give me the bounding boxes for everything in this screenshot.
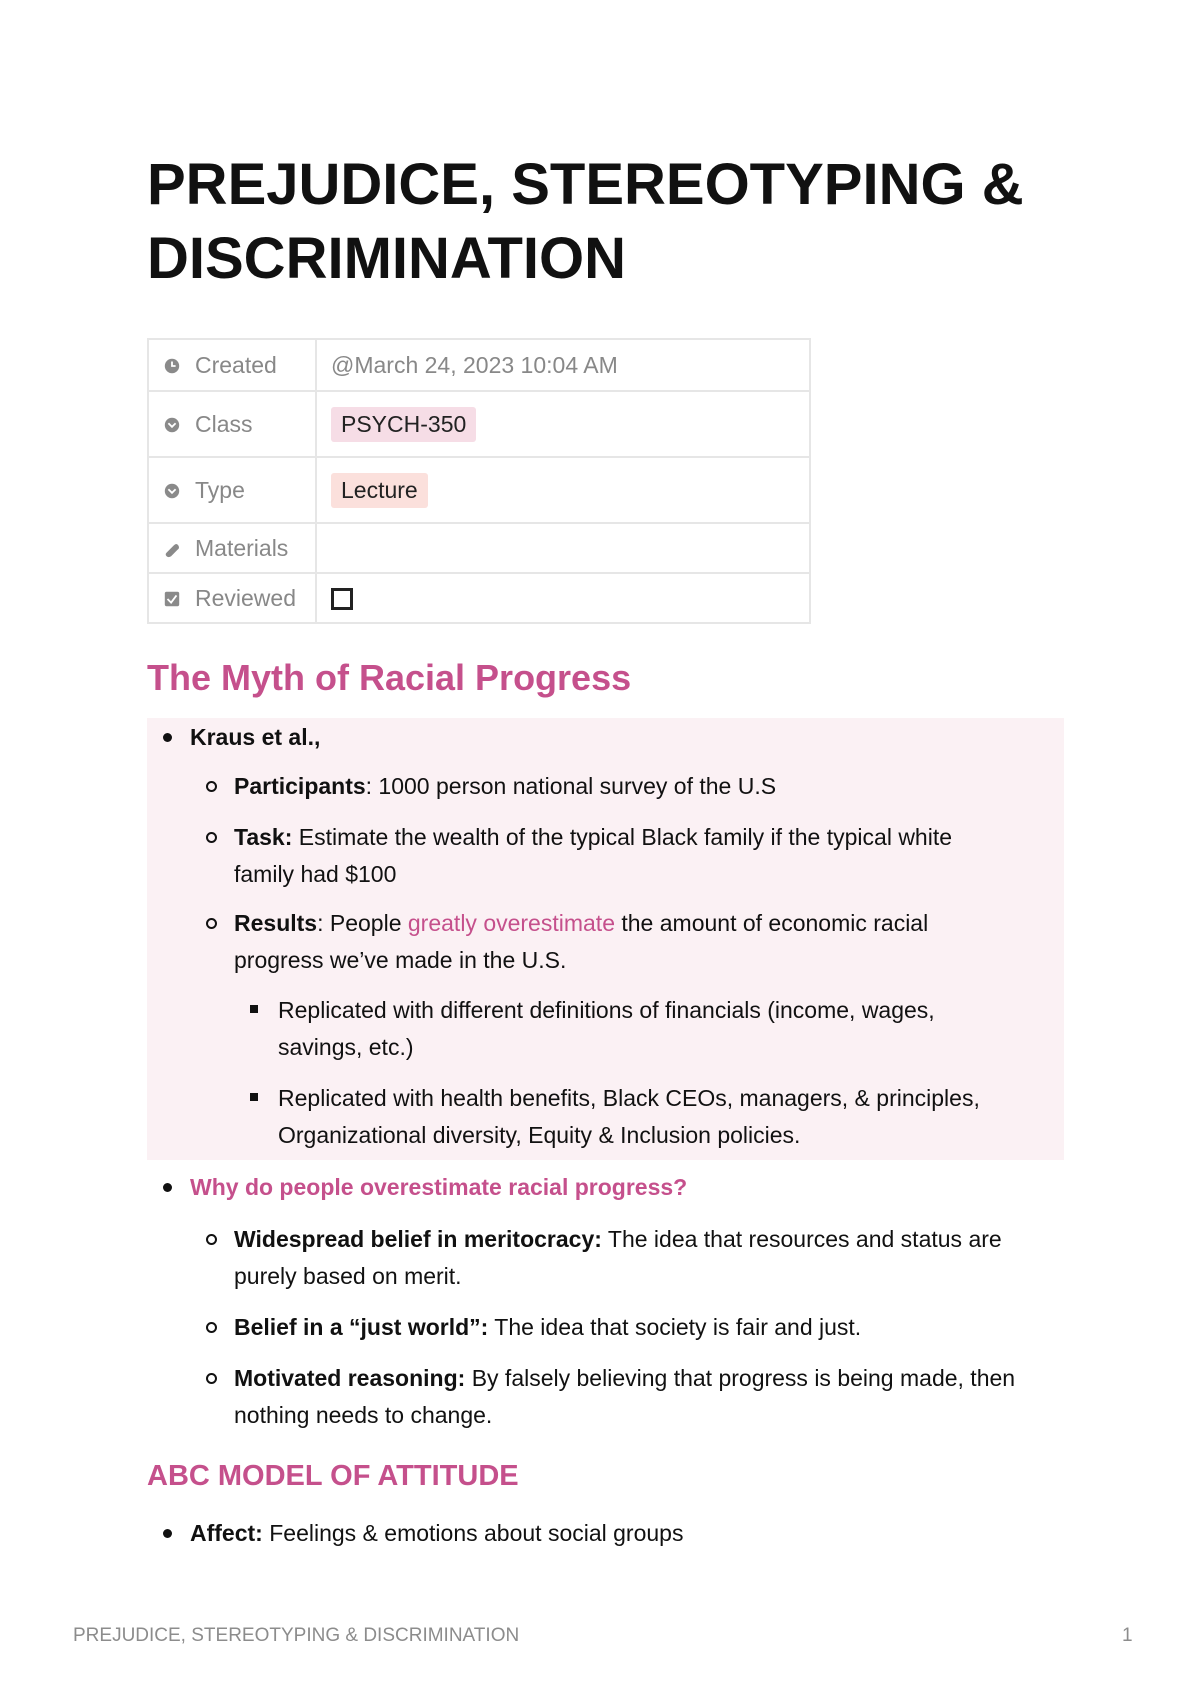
section-heading-racial-progress: The Myth of Racial Progress — [147, 657, 632, 698]
property-class — [148, 391, 810, 457]
bullet-circle — [206, 1373, 217, 1384]
clock-icon — [163, 357, 181, 375]
list-item-motivated-cont: nothing needs to change. — [234, 1402, 493, 1428]
property-created — [148, 339, 810, 391]
list-item-meritocracy: Widespread belief in meritocracy: The idea that resources and status are — [234, 1226, 1002, 1252]
properties-table — [147, 338, 811, 624]
bullet-circle — [206, 1322, 217, 1333]
class-label: Class — [195, 410, 253, 437]
highlight-text: greatly overestimate — [407, 910, 615, 936]
created-value: @March 24, 2023 10:04 AM — [316, 339, 810, 391]
list-item-participants: Participants: 1000 person national survey of the U.S — [234, 773, 777, 799]
list-item-replicated-2-cont: Organizational diversity, Equity & Inclusion policies. — [278, 1122, 801, 1148]
list-item-just-world: Belief in a “just world”: The idea that society is fair and just. — [234, 1314, 862, 1340]
reviewed-label: Reviewed — [195, 584, 296, 611]
list-item-replicated-1: Replicated with different definitions of financials (income, wages, — [278, 997, 935, 1023]
property-reviewed — [148, 573, 810, 623]
select-icon — [163, 482, 181, 500]
class-tag[interactable]: PSYCH-350 — [331, 407, 476, 442]
bullet-square — [250, 1005, 258, 1013]
materials-value[interactable] — [316, 523, 810, 573]
title-line-2: DISCRIMINATION — [147, 226, 627, 291]
checkbox-icon — [163, 590, 181, 608]
list-item-results: Results: People greatly overestimate the amount of economic racial — [234, 910, 929, 936]
materials-label: Materials — [195, 534, 289, 561]
attachment-icon — [163, 540, 181, 558]
created-label: Created — [195, 351, 277, 378]
footer-page-number: 1 — [1122, 1625, 1133, 1646]
property-type — [148, 457, 810, 523]
reviewed-checkbox[interactable] — [331, 588, 353, 610]
bullet-circle — [206, 832, 217, 843]
list-item-affect: Affect: Feelings & emotions about social groups — [190, 1520, 684, 1546]
list-item-replicated-1-cont: savings, etc.) — [278, 1034, 414, 1060]
list-item-kraus: Kraus et al., — [190, 724, 321, 750]
bullet-square — [250, 1093, 258, 1101]
list-item-task: Task: Estimate the wealth of the typical Black family if the typical white — [234, 824, 953, 850]
list-item-why-question: Why do people overestimate racial progress? — [190, 1174, 688, 1200]
bullet-disc — [163, 1183, 172, 1192]
bullet-circle — [206, 918, 217, 929]
section-heading-abc-model: ABC MODEL OF ATTITUDE — [147, 1460, 519, 1492]
bullet-circle — [206, 1234, 217, 1245]
bullet-disc — [163, 1529, 172, 1538]
list-item-results-cont: progress we’ve made in the U.S. — [234, 947, 567, 973]
bullet-circle — [206, 781, 217, 792]
list-item-task-cont: family had $100 — [234, 861, 397, 887]
page-title — [147, 148, 1067, 296]
list-item-meritocracy-cont: purely based on merit. — [234, 1263, 462, 1289]
bullet-disc — [163, 733, 172, 742]
list-item-motivated-reasoning: Motivated reasoning: By falsely believing that progress is being made, then — [234, 1365, 1016, 1391]
property-materials — [148, 523, 810, 573]
select-icon — [163, 416, 181, 434]
type-tag[interactable]: Lecture — [331, 473, 428, 508]
title-line-1: PREJUDICE, STEREOTYPING & — [147, 152, 1024, 217]
footer-title: PREJUDICE, STEREOTYPING & DISCRIMINATION — [73, 1625, 520, 1646]
list-item-replicated-2: Replicated with health benefits, Black CEOs, managers, & principles, — [278, 1085, 980, 1111]
type-label: Type — [195, 476, 245, 503]
